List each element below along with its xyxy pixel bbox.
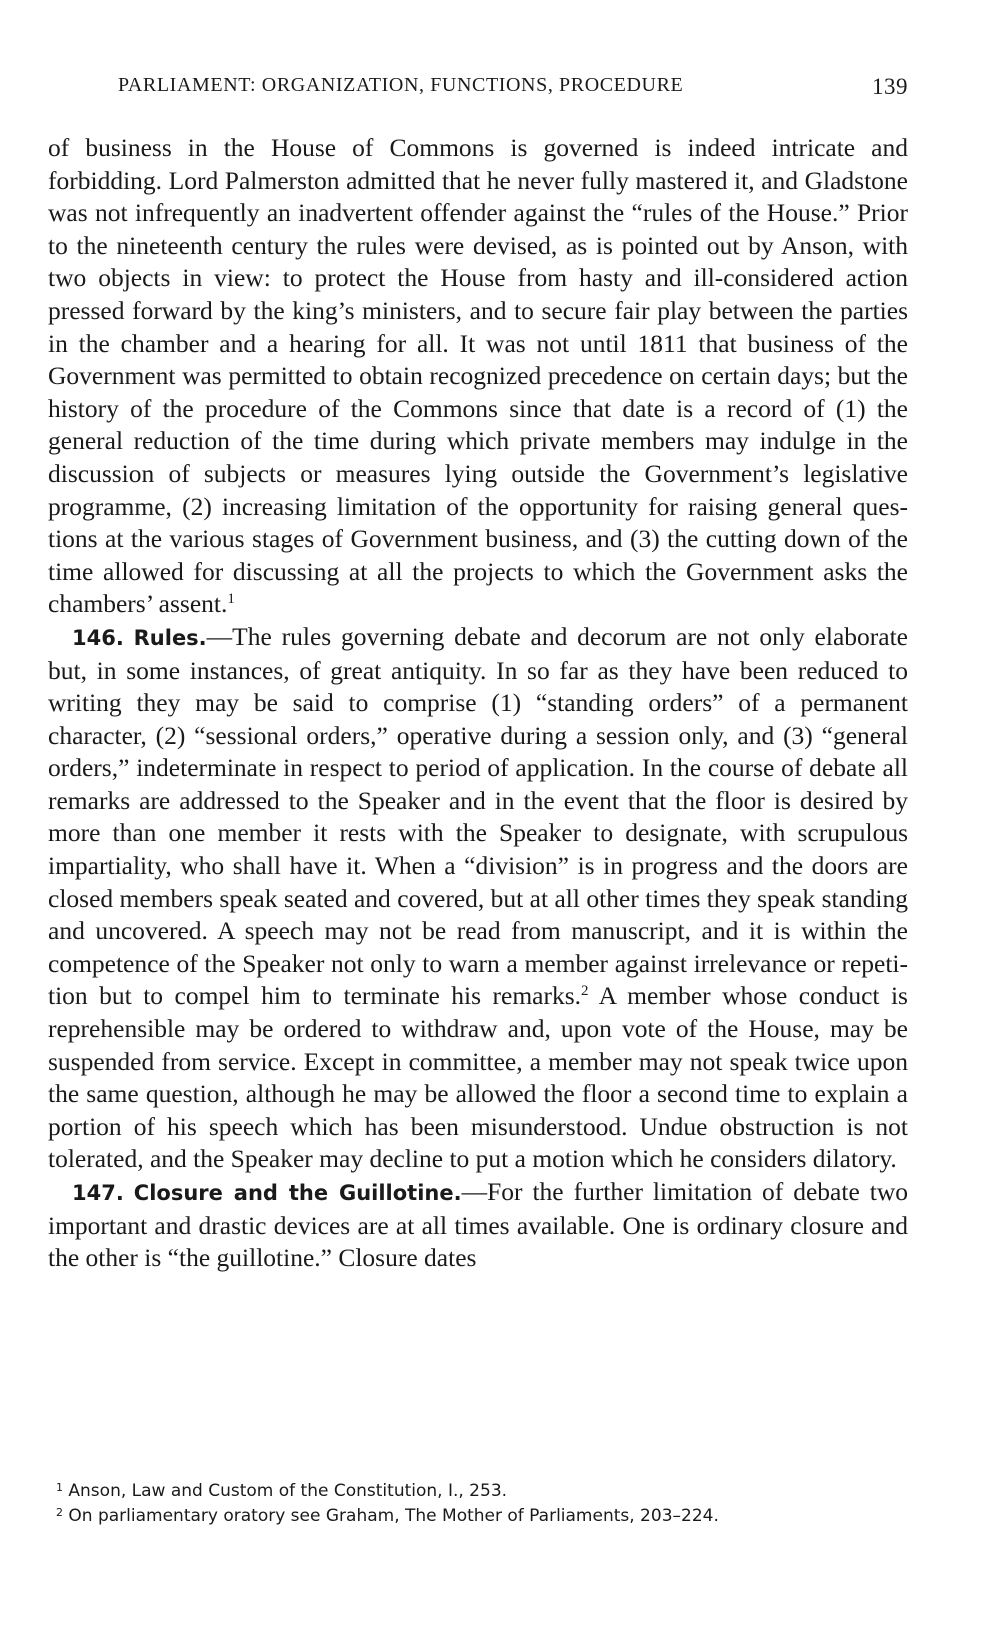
paragraph-section-147 — [48, 1176, 908, 1275]
paragraph-continuation — [48, 132, 908, 621]
section-number-147: 147. — [72, 1181, 124, 1205]
running-title: PARLIAMENT: ORGANIZATION, FUNCTIONS, PROCEDURE — [118, 74, 684, 96]
section-147-text: —For the further limitation of debate two important and drastic devices are at all times available. One is ordinary closure and the other is “the guillotine.” Closure dates — [48, 1177, 908, 1273]
footnotes — [56, 1479, 906, 1529]
section-heading-closure: Closure and the Guillotine. — [133, 1181, 462, 1205]
section-number-146: 146. — [72, 625, 124, 650]
body-text — [48, 132, 908, 1275]
running-head — [48, 74, 908, 100]
footnote-marker-1: 1 — [56, 1481, 63, 1495]
section-146-text-continued: A member whose conduct is reprehensible may be ordered to withdraw and, upon vote of the House, may be suspended from service. Except in committee, a member may not speak twice upon the same question, although he may be allowed the floor a second time to explain a portion of his speech which has been misunderstood. Undue obstruction is not tolerated, and the Speaker may decline to put a motion which he considers dilatory. — [48, 981, 908, 1174]
section-146-text: —The rules governing debate and decorum are not only elaborate but, in some instances, of great antiquity. In so far as they have been reduced to writing they may be said to comprise (1) “standing orders” of a permanent character, (2) “sessional orders,” operative during a session only, and (3) “general orders,” indeterminate in respect to period of application. In the course of debate all remarks are addressed to the Speaker and in the event that the floor is desired by more than one member it rests with the Speaker to designate, with scrupulous impartiality, who shall have it. When a “division” is in progress and the doors are closed members speak seated and covered, but at all other times they speak standing and uncovered. A speech may not be read from manuscript, and it is within the competence of the Speaker not only to warn a member against irrelevance or repetition but to compel him to terminate his remarks. — [48, 621, 908, 1011]
footnote-marker-2: 2 — [56, 1506, 63, 1520]
footnote-text-2: On parliamentary oratory see Graham, The Mother of Parliaments, 203–224. — [68, 1506, 719, 1526]
paragraph-section-146 — [48, 621, 908, 1176]
footnote-2 — [56, 1504, 906, 1529]
footnote-reference-1: 1 — [227, 591, 235, 608]
page-number: 139 — [872, 74, 908, 99]
footnote-text-1: Anson, Law and Custom of the Constitution, I., 253. — [68, 1481, 508, 1501]
footnote-1 — [56, 1479, 906, 1504]
footnote-reference-2: 2 — [581, 983, 589, 1000]
section-heading-rules: Rules. — [133, 625, 207, 650]
continuation-text: of business in the House of Commons is governed is indeed intricate and forbidding. Lord Palmerston admitted that he never fully mastered it, and Gladstone was not infrequently an inadvertent offender against the “rules of the House.” Prior to the nineteenth century the rules were devised, as is pointed out by Anson, with two objects in view: to protect the House from hasty and ill-considered action pressed forward by the king’s ministers, and to secure fair play between the parties in the chamber and a hearing for all. It was not until 1811 that business of the Government was permitted to obtain recognized precedence on certain days; but the history of the procedure of the Commons since that date is a record of (1) the general reduction of the time during which private members may indulge in the discussion of subjects or measures lying outside the Government’s legislative programme, (2) increasing limitation of the opportunity for raising general questions at the various stages of Government business, and (3) the cutting down of the time allowed for discussing at all the projects to which the Government asks the chambers’ assent. — [48, 133, 908, 619]
